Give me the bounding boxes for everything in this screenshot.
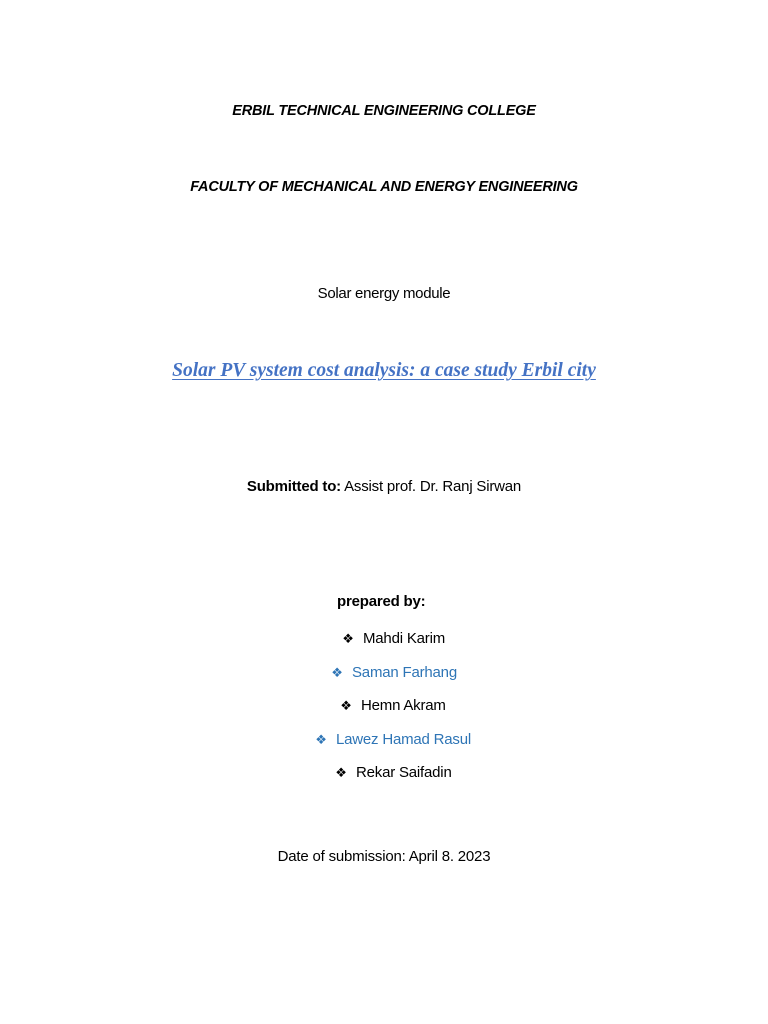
member-item xyxy=(314,731,471,748)
report-title: Solar PV system cost analysis: a case study Erbil city xyxy=(172,360,596,381)
member-name: Mahdi Karim xyxy=(363,630,445,647)
diamond-bullet-icon: ❖ xyxy=(315,732,327,747)
submitted-to-value: Assist prof. Dr. Ranj Sirwan xyxy=(340,478,522,495)
member-item xyxy=(334,764,452,781)
member-name: Lawez Hamad Rasul xyxy=(336,731,471,748)
member-item xyxy=(330,664,457,681)
faculty-name: FACULTY OF MECHANICAL AND ENERGY ENGINEERING xyxy=(190,179,578,195)
member-name: Saman Farhang xyxy=(352,664,457,681)
submitted-to-label: Submitted to: xyxy=(246,478,341,495)
diamond-bullet-icon: ❖ xyxy=(340,698,352,713)
diamond-bullet-icon: ❖ xyxy=(335,765,347,780)
prepared-by-label: prepared by: xyxy=(337,593,426,610)
diamond-bullet-icon: ❖ xyxy=(342,631,354,646)
member-name: Hemn Akram xyxy=(361,697,446,714)
submitted-to xyxy=(0,478,768,495)
member-item xyxy=(341,630,445,647)
member-name: Rekar Saifadin xyxy=(356,764,452,781)
submission-date: Date of submission: April 8. 2023 xyxy=(277,848,491,865)
college-name: ERBIL TECHNICAL ENGINEERING COLLEGE xyxy=(232,103,536,119)
module-name: Solar energy module xyxy=(317,285,451,302)
member-item xyxy=(339,697,446,714)
diamond-bullet-icon: ❖ xyxy=(331,665,343,680)
